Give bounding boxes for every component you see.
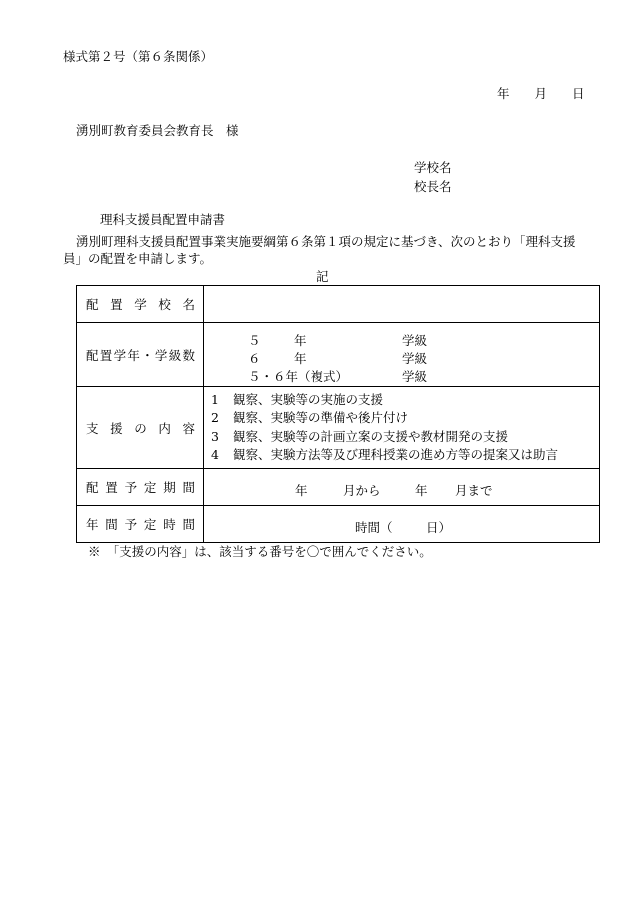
label-char: ・ [141, 347, 154, 363]
hours-row-label [77, 515, 203, 533]
label-char: 援 [110, 420, 123, 436]
days-value: 日） [426, 520, 452, 535]
label-char: 置 [105, 480, 118, 495]
label-char: 配 [86, 347, 99, 363]
grade-5-6-class: 学級 [402, 368, 428, 384]
period-row-label-cell [77, 469, 204, 506]
school-row-label [77, 295, 203, 313]
label-char: 支 [86, 420, 99, 436]
support-row-items [204, 387, 600, 469]
label-char: 学 [154, 347, 168, 363]
label-char: 定 [143, 480, 157, 495]
grade-6-year: 年 [294, 350, 307, 366]
label-char: 校 [158, 297, 171, 312]
date-year: 年 [497, 86, 510, 101]
grade-6-class: 学級 [402, 350, 428, 366]
addressee: 湧別町教育委員会教育長 様 [76, 123, 239, 138]
support-item-text: 観察、実験方法等及び理科授業の進め方等の提案又は助言 [233, 447, 559, 462]
school-row [77, 286, 600, 323]
support-item-text: 観察、実験等の計画立案の支援や教材開発の支援 [233, 428, 509, 444]
label-char: 数 [182, 347, 195, 363]
label-char: 名 [182, 297, 195, 312]
support-row [77, 387, 600, 469]
support-item[interactable] [204, 428, 599, 447]
label-char: 容 [182, 420, 195, 436]
grade-5: ５ [248, 332, 261, 348]
body-text: 湧別町理科支援員配置事業実施要綱第６条第１項の規定に基づき、次のとおり「理科支援員」の配置を申請します。 [63, 234, 576, 266]
hours-row-label-cell [77, 506, 204, 543]
support-item-number: 2 [211, 410, 219, 425]
period-end-year: 年 [415, 483, 428, 498]
application-table [76, 285, 600, 543]
support-item[interactable] [204, 409, 599, 428]
body-paragraph [63, 233, 593, 267]
label-char: 学 [113, 347, 127, 363]
grade-row [77, 323, 600, 387]
document-title: 理科支援員配置申請書 [100, 212, 226, 227]
hours-row [77, 506, 600, 543]
label-char: 置 [110, 297, 123, 312]
label-char: 置 [99, 347, 113, 363]
school-row-input[interactable] [204, 286, 600, 323]
support-item[interactable] [204, 391, 599, 410]
grade-line-6 [204, 347, 599, 365]
period-start-month: 月から [343, 483, 381, 498]
footnote: ※ 「支援の内容」は、該当する番号を〇で囲んでください。 [88, 544, 432, 559]
support-row-label [77, 419, 203, 437]
date-day: 日 [572, 86, 585, 101]
form-number: 様式第２号（第６条関係） [63, 49, 214, 64]
label-char: 級 [168, 347, 182, 363]
support-row-label-cell [77, 387, 204, 469]
support-item-text: 観察、実験等の準備や後片付け [233, 410, 409, 425]
label-char: 間 [182, 517, 195, 532]
label-char: 年 [86, 517, 99, 532]
principal-name-label: 校長名 [414, 179, 452, 194]
period-row-label [77, 478, 203, 496]
label-char: 間 [182, 480, 195, 495]
hours-row-input[interactable] [204, 506, 600, 543]
grade-5-year: 年 [294, 332, 307, 348]
support-item-number: 3 [211, 428, 219, 444]
grade-5-6-combined: ５・６年（複式） [248, 368, 349, 384]
grade-6: ６ [248, 350, 261, 366]
support-item[interactable] [204, 446, 599, 465]
support-item-text: 観察、実験等の実施の支援 [233, 391, 384, 407]
label-char: の [134, 420, 147, 436]
support-item-number: 1 [211, 391, 219, 407]
label-char: 配 [86, 480, 99, 495]
label-char: 配 [86, 297, 99, 312]
grade-row-label-cell [77, 323, 204, 387]
date-month: 月 [534, 86, 548, 101]
label-char: 定 [143, 517, 157, 532]
grade-row-input[interactable] [204, 323, 600, 387]
hours-value: 時間（ [355, 520, 393, 535]
ki-heading: 記 [316, 269, 329, 284]
label-char: 間 [105, 517, 118, 532]
grade-line-5-6 [204, 365, 599, 383]
label-char: 学 [134, 297, 147, 312]
label-char: 予 [124, 480, 138, 495]
date-line [497, 88, 585, 101]
period-row-input[interactable] [204, 469, 600, 506]
school-row-label-cell [77, 286, 204, 323]
period-start-year: 年 [295, 483, 308, 498]
grade-5-class: 学級 [402, 332, 428, 348]
grade-row-label [77, 346, 203, 364]
label-char: 時 [163, 517, 176, 532]
grade-line-5 [204, 329, 599, 347]
school-name-label: 学校名 [414, 160, 452, 175]
period-row [77, 469, 600, 506]
period-end-month: 月まで [455, 483, 493, 498]
label-char: 予 [124, 517, 138, 532]
label-char: 内 [158, 420, 171, 436]
label-char: 期 [163, 480, 176, 495]
label-char: 年 [127, 347, 140, 363]
support-item-number: 4 [211, 447, 219, 462]
